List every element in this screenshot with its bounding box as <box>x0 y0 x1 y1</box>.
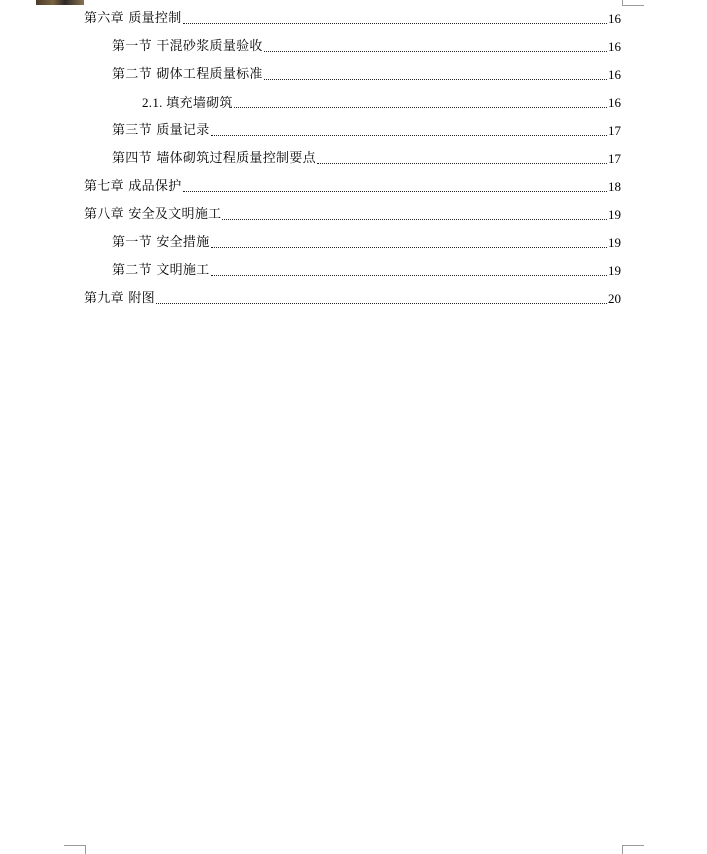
toc-entry-chapter-6[interactable] <box>84 10 621 28</box>
toc-entry-label: 第七章 成品保护 <box>84 179 182 194</box>
toc-page-number: 17 <box>608 151 621 166</box>
toc-entry-label: 第一节 安全措施 <box>112 235 210 250</box>
toc-entry-label: 第二节 文明施工 <box>112 263 210 278</box>
toc-entry-chapter-7[interactable] <box>84 178 621 196</box>
dot-leader <box>264 78 607 80</box>
dot-leader <box>317 162 607 164</box>
toc-page-number: 19 <box>608 207 621 222</box>
toc-page-number: 19 <box>608 263 621 278</box>
toc-entry-section[interactable] <box>112 234 621 252</box>
dot-leader <box>211 134 607 136</box>
toc-entry-label: 第八章 安全及文明施工 <box>84 207 222 222</box>
dot-leader <box>211 274 607 276</box>
header-image-fragment <box>36 0 84 5</box>
toc-entry-label: 第三节 质量记录 <box>112 123 210 138</box>
toc-entry-label: 2.1. 填充墙砌筑 <box>142 95 233 110</box>
toc-page-number: 16 <box>608 95 621 110</box>
toc-page-number: 18 <box>608 179 621 194</box>
toc-entry-label: 第一节 干混砂浆质量验收 <box>112 39 263 54</box>
toc-page-number: 16 <box>608 11 621 26</box>
toc-page-number: 19 <box>608 235 621 250</box>
dot-leader <box>183 22 607 24</box>
toc-page-number: 20 <box>608 291 621 306</box>
toc-entry-label: 第六章 质量控制 <box>84 11 182 26</box>
dot-leader <box>156 302 607 304</box>
toc-entry-chapter-8[interactable] <box>84 206 621 224</box>
toc-page-number: 17 <box>608 123 621 138</box>
dot-leader <box>222 218 607 220</box>
toc-entry-label: 第四节 墙体砌筑过程质量控制要点 <box>112 151 316 166</box>
toc-entry-section[interactable] <box>112 150 621 168</box>
toc-page-number: 16 <box>608 39 621 54</box>
toc-page-number: 16 <box>608 67 621 82</box>
toc-entry-chapter-9[interactable] <box>84 290 621 308</box>
dot-leader <box>264 50 607 52</box>
toc-entry-label: 第二节 砌体工程质量标准 <box>112 67 263 82</box>
toc-entry-label: 第九章 附图 <box>84 291 155 306</box>
toc-entry-subsection[interactable] <box>142 94 621 112</box>
toc-entry-section[interactable] <box>112 262 621 280</box>
dot-leader <box>234 106 607 108</box>
dot-leader <box>211 246 607 248</box>
toc-entry-section[interactable] <box>112 38 621 56</box>
toc-entry-section[interactable] <box>112 66 621 84</box>
toc-entry-section[interactable] <box>112 122 621 140</box>
crop-mark-top-right <box>622 0 644 6</box>
dot-leader <box>183 190 607 192</box>
